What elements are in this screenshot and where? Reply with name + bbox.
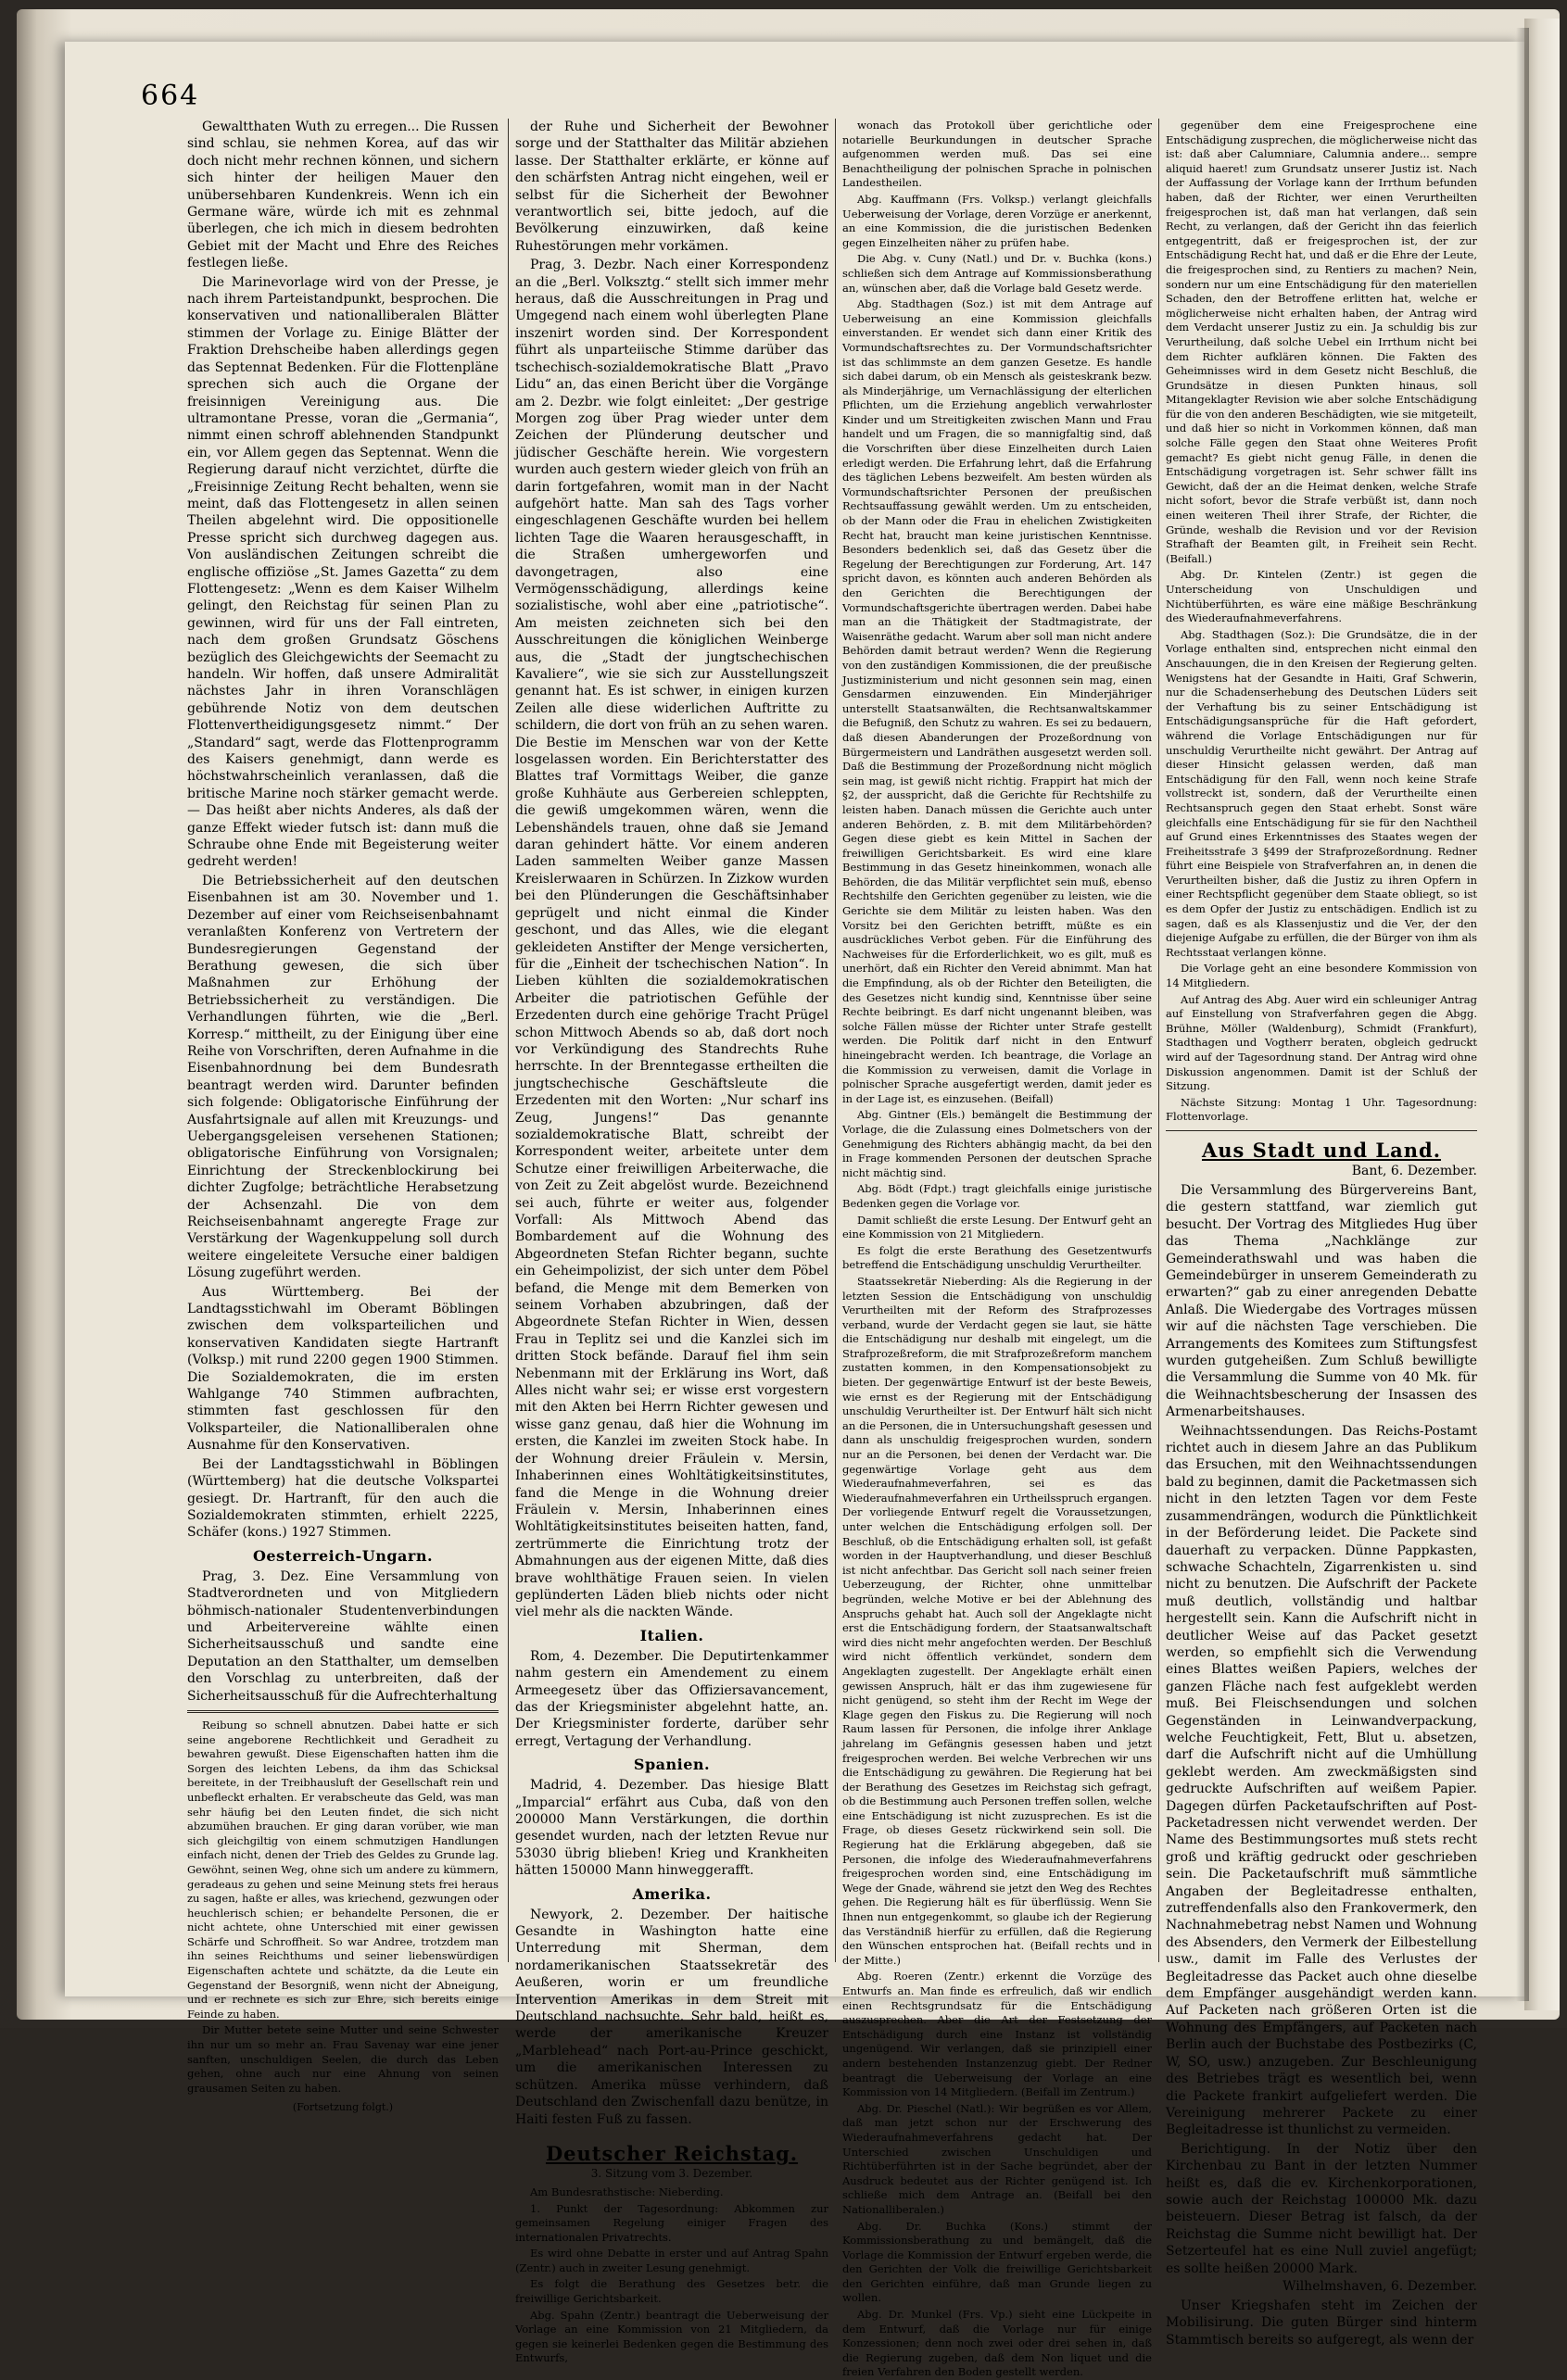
article-paragraph: Aus Württemberg. Bei der Landtagsstichwahl im Oberamt Böblingen zwischen dem volksparteilichen und konservativen Kandidaten siegte Hartranft (Volksp.) mit rund 2200 gegen 1900 Stimmen. Die Sozialdemokraten, die im ersten Wahlgange 740 Stimmen aufbrachten, stimmten fast geschlossen für den Volksparteiler, die Nationalliberalen ohne Ausnahme für den Konservativen. xyxy=(187,1284,499,1454)
report-paragraph: Abg. Kauffmann (Frs. Volksp.) verlangt gleichfalls Ueberweisung der Vorlage, deren Vorzüge er anerkennt, an eine Kommission, die die juristischen Bedenken gegen Einzelheiten näher zu prüfen habe. xyxy=(842,192,1152,249)
column-rule-1 xyxy=(508,119,509,1962)
report-paragraph: Abg. Roeren (Zentr.) erkennt die Vorzüge des Entwurfs an. Man finde es erfreulich, daß wir endlich einen Rechtsgrundsatz für die Entschädigung auszusprechen. Aber die Art der Festsetzung der Entschädigung durch eine Instanz ist vollständig ungenügend. Wir verlangen, daß sie prinzipiell einer andern bestehenden Instanzenzug giebt. Der Redner beantragt die Ueberweisung der Vorlage an eine Kommission von 14 Mitgliedern. (Beifall im Zentrum.) xyxy=(842,1970,1152,2099)
feuilleton-paragraph: Dir Mutter betete seine Mutter und seine Schwester ihn nur um so mehr an. Frau Savenay war eine jener sanften, unschuldigen Seelen, die durch das Leben gehen, ohne auch nur eine Ahnung von seinen grausamen Seiten zu haben. xyxy=(187,2023,499,2095)
column-rule-3 xyxy=(1158,119,1159,1962)
article-paragraph: Berichtigung. In der Notiz über den Kirchenbau zu Bant in der letzten Nummer heißt es, daß die ev. Kirchenkorporationen, sowie auch der Reichstag 100000 Mk. dazu beisteuern. Dieser Betrag ist falsch, da der Reichstag die Summe nicht bewilligt hat. Der Setzerteufel hat es eine Null zuviel angefügt; es sollte heißen 20000 Mark. xyxy=(1166,2141,1477,2276)
article-paragraph: der Ruhe und Sicherheit der Bewohner sorge und der Statthalter das Militär abziehen lasse. Der Statthalter erklärte, er könne auf den schärfsten Antrag nicht eingehen, weil er selbst für die Sicherheit der Bewohner verantwortlich sei, bitte jedoch, auf die Bevölkerung einzuwirken, daß keine Ruhestörungen mehr vorkämen. xyxy=(515,120,828,254)
report-paragraph: wonach das Protokoll über gerichtliche oder notarielle Beurkundungen in deutscher Sprache aufgenommen werden muß. Das sei eine Benachtheiligung der polnischen Sprache in polnischen Landestheilen. xyxy=(842,119,1152,190)
article-paragraph: Gewaltthaten Wuth zu erregen... Die Russen sind schlau, sie nehmen Korea, auf das wir doch nicht mehr rechnen können, und sichern sich hinter der heiligen Mauer den unübersehbaren Kundenkreis. Wenn ich ein Germane wäre, würde ich mit es zehnmal überlegen, che ich mich in diesem bedrohten Gebiet mit der Macht und Ehre des Reiches festlegen ließe. xyxy=(187,120,499,271)
article-paragraph: Bei der Landtagsstichwahl in Böblingen (Württemberg) hat die deutsche Volkspartei gesiegt. Dr. Hartranft, für den auch die Sozialdemokraten stimmten, erhielt 2225, Schäfer (kons.) 1927 Stimmen. xyxy=(187,1456,499,1541)
right-page-edge xyxy=(1524,19,1560,2010)
section-heading-italy: Italien. xyxy=(639,1626,704,1644)
section-heading-austria: Oesterreich-Ungarn. xyxy=(252,1546,434,1565)
article-paragraph: Prag, 3. Dez. Eine Versammlung von Stadtverordneten und von Mitgliedern böhmisch-nationaler Studentenverbindungen und Arbeitervereine wählte einen Sicherheitsausschuß und sandte eine Deputation an den Statthalter, um demselben den Vorschlag zu unterbreiten, daß der Sicherheitsausschuß für die Aufrechterhaltung xyxy=(187,1568,499,1704)
feuilleton-divider xyxy=(187,1710,499,1713)
section-heading-local: Aus Stadt und Land. xyxy=(1201,1138,1442,1162)
article-paragraph: Die Marinevorlage wird von der Presse, je nach ihrem Parteistandpunkt, besprochen. Die konservativen und nationalliberalen Blätter stimmen der Vorlage zu. Einige Blätter der Fraktion Drehscheibe haben allerdings gegen das Septennat Bedenken. Für die Flottenpläne sprechen sich auch die Organe der freisinnigen Vereinigung aus. Die ultramontane Presse, voran die „Germania“, nimmt einen schroff ablehnenden Standpunkt ein, vor Allem gegen das Septennat. Wenn die Regierung darauf nicht verzichtet, dürfte die „Freisinnige Zeitung Recht behalten, wenn sie meint, daß das Flottengesetz in allen seinen Theilen abgelehnt wird. Die oppositionelle Presse spricht sich durchweg dagegen aus. Von ausländischen Zeitungen schreibt die englische offiziöse „St. James Gazetta“ zu dem Flottengesetz: „Wenn es dem Kaiser Wilhelm gelingt, den Reichstag für seinen Plan zu gewinnen, wird für uns der Fall eintreten, nach dem großen Grundsatz Göschens bezüglich des Gleichgewichts der Seemacht zu handeln. Wir hoffen, daß unsere Admiralität nächstes Jahr in ihren Voranschlägen gebührende Notiz von dem deutschen Flottenvertheidigungsgesetz nimmt.“ Der „Standard“ sagt, werde das Flottenprogramm des Kaisers genehmigt, dann werde es höchstwahrscheinlich veranlassen, daß die britische Marine noch stärker gemacht werde. — Das heißt aber nichts Anderes, als daß der ganze Effekt wieder futsch ist: dann muß die Schraube ohne Ende mit Begeisterung weiter gedreht werden! xyxy=(187,274,499,870)
spine-shadow xyxy=(1516,28,1529,2001)
reichstag-report-continued xyxy=(1166,119,1477,1125)
section-heading-america: Amerika. xyxy=(632,1884,712,1903)
report-paragraph: Abg. Spahn (Zentr.) beantragt die Ueberweisung der Vorlage an eine Kommission von 21 Mitgliedern, da gegen sie keinerlei Bedenken gegen die Bestimmung des Entwurfs, xyxy=(515,2308,828,2365)
report-paragraph: Abg. Bödt (Fdpt.) tragt gleichfalls einige juristische Bedenken gegen die Vorlage vor. xyxy=(842,1182,1152,1210)
article-paragraph: Madrid, 4. Dezember. Das hiesige Blatt „Imparcial“ erfährt aus Cuba, daß von den 200000 Mann Verstärkungen, die dorthin gesendet wurden, nach der letzten Revue nur 53030 übrig blieben! Krieg und Krankheiten hätten 150000 Mann hinweggerafft. xyxy=(515,1778,828,1879)
report-paragraph: Staatssekretär Nieberding: Als die Regierung in der letzten Session die Entschädigung von unschuldig Verurtheilten mit der Reform des Strafprozesses verband, wurde der Verdacht gegen sie laut, sie hätte die Entschädigung nur deshalb mit eingelegt, um die Strafprozeßreform, die mit Strafprozeßreform manchem zustatten kommen, in den Kompensationsobjekt zu bieten. Der gegenwärtige Entwurf ist der beste Beweis, wie ernst es der Regierung mit der Entschädigung unschuldig Verurtheilter ist. Der Entwurf hält sich nicht an die Personen, die in Untersuchungshaft gesessen und dann als unschuldig freigesprochen wurden, sondern nur an die Personen, bei denen der Verdacht war. Die gegenwärtige Vorlage geht aus dem Wiederaufnahmeverfahren, sei es das Wiederaufnahmeverfahren ein Urtheilsspruch ergangen. Der vorliegende Entwurf regelt die Voraussetzungen, unter welchen die Entschädigung erfolgen soll. Der Beschluß, ob die Entschädigung erhalten soll, ist gefaßt worden in der Hauptverhandlung, und dieser Beschluß ist nicht anfechtbar. Das Gericht soll nach seiner freien Ueberzeugung, der Richter, ohne unmittelbar begründen, welche Motive er bei der Ablehnung des Anspruchs gehabt hat. Auch soll der Angeklagte nicht erst die Entschädigung fordern, der Staatsanwaltschaft wird dies nicht mehr angefochten werden. Der Beschluß wird nicht öffentlich verkündet, sondern dem Angeklagten zugestellt. Der Angeklagte erhält einen gewissen Anspruch, hält er das ihm zugewiesene für nicht genügend, so steht ihm der Recht im Wege der Klage gegen den Fiskus zu. Die Regierung will noch Raum lassen für Personen, die infolge ihrer Anklage jahrelang im Gefängnis gesessen haben und jetzt freigesprochen werden. Bei welche Verbrechen wir uns die Entschädigung zu gewähren. Die Regierung hat bei der Berathung des Gesetzes im Reichstag sich gefragt, ob die Bestimmung auch Personen treffen sollen, welche eine Entschädigung ist nicht zuzusprechen. Es ist die Frage, ob dieses Gesetz rückwirkend sein soll. Die Regierung hat die Erklärung abgegeben, daß sie Personen, die infolge des Wiederaufnahmeverfahrens freigesprochen worden sind, eine Entschädigung im Wege der Gnade, während sie jetzt den Weg des Rechtes gehen. Die Regierung hält es für überflüssig. Wenn Sie Ihnen nun entgegenkommt, so glaube ich der Regierung das Verständniß hierfür zu erfüllen, daß die Regierung den Wünschen entsprochen hat. (Beifall rechts und in der Mitte.) xyxy=(842,1274,1152,1967)
report-paragraph: Nächste Sitzung: Montag 1 Uhr. Tagesordnung: Flottenvorlage. xyxy=(1166,1095,1477,1124)
report-paragraph: Die Abg. v. Cuny (Natl.) und Dr. v. Buchka (kons.) schließen sich dem Antrage auf Kommissionsberathung an, wünschen aber, daß die Vorlage bald Gesetz werde. xyxy=(842,252,1152,295)
page-number: 664 xyxy=(141,80,200,112)
session-subheading: 3. Sitzung vom 3. Dezember. xyxy=(590,2166,753,2180)
article-paragraph: Die Betriebssicherheit auf den deutschen Eisenbahnen ist am 30. November und 1. Dezember auf einer vom Reichseisenbahnamt veranlaßten Konferenz von Vertretern der Bundesregierungen Gegenstand der Berathung gewesen, die sich über Maßnahmen zur Erhöhung der Betriebssicherheit zu verständigen. Die Verhandlungen führten, wie die „Berl. Korresp.“ mittheilt, zu der Einigung über eine Reihe von Vorschriften, deren Aufnahme in die Eisenbahnordnung bei dem Bundesrath beantragt werden wird. Darunter befinden sich folgende: Obligatorische Einführung der Ausfahrtsignale auf allen mit Kreuzungs- und Uebergangsgeleisen versehenen Stationen; obligatorische Einführung von Vorsignalen; Einrichtung der Streckenblockirung bei dichter Zugfolge; beträchtliche Herabsetzung der Achsenzahl. Die von dem Reichseisenbahnamt angeregte Frage zur Verstärkung der Wagenkuppelung soll durch weitere eingeleitete Versuche einer baldigen Lösung zugeführt werden. xyxy=(187,873,499,1281)
report-paragraph: Die Vorlage geht an eine besondere Kommission von 14 Mitgliedern. xyxy=(1166,962,1477,990)
dateline: Bant, 6. Dezember. xyxy=(1351,1163,1477,1178)
dateline: Wilhelmshaven, 6. Dezember. xyxy=(1283,2278,1477,2294)
report-paragraph: Damit schließt die erste Lesung. Der Entwurf geht an eine Kommission von 21 Mitgliedern. xyxy=(842,1213,1152,1241)
article-paragraph: Weihnachtssendungen. Das Reichs-Postamt richtet auch in diesem Jahre an das Publikum das Ersuchen, mit den Weihnachtssendungen bald zu beginnen, damit die Packetmassen sich nicht in den letzten Tagen vor dem Feste zusammendrängen, wodurch die Pünktlichkeit in der Beförderung leidet. Die Packete sind dauerhaft zu verpacken. Dünne Pappkasten, schwache Schachteln, Zigarrenkisten u. sind nicht zu benutzen. Die Aufschrift der Packete muß deutlich, vollständig und haltbar hergestellt sein. Kann die Aufschrift nicht in deutlicher Weise auf das Packet gesetzt werden, so empfiehlt sich die Verwendung eines Blattes weißen Papiers, welches der ganzen Fläche nach fest aufgeklebt werden muß. Bei Fleischsendungen und solchen Gegenständen in Leinwandverpackung, welche Feuchtigkeit, Fett, Blut u. absetzen, darf die Aufschrift nicht auf die Umhüllung geklebt werden. Am zweckmäßigsten sind gedruckte Aufschriften auf weißem Papier. Dagegen dürfen Packetaufschriften auf Post-Packetadressen nicht verwendet werden. Der Name des Bestimmungsortes muß stets recht groß und kräftig gedruckt oder geschrieben sein. Die Packetaufschrift muß sämmtliche Angaben der Begleitadresse enthalten, zutreffendenfalls also den Frankovermerk, den Nachnahmebetrag nebst Namen und Wohnung des Absenders, den Vermerk der Eilbestellung usw., damit im Falle des Verlustes der Begleitadresse das Packet auch ohne dieselbe dem Empfänger ausgehändigt werden kann. Auf Packeten nach größeren Orten ist die Wohnung des Empfängers, auf Packeten nach Berlin auch der Buchstabe des Postbezirks (C, W, SO, usw.) anzugeben. Zur Beschleunigung des Betriebes trägt es wesentlich bei, wenn die Packete frankirt aufgeliefert werden. Die Vereinigung mehrerer Packete zu einer Begleitadresse ist thunlichst zu vermeiden. xyxy=(1166,1423,1477,2138)
section-heading-reichstag: Deutscher Reichstag. xyxy=(545,2141,799,2165)
report-paragraph: Abg. Dr. Buchka (Kons.) stimmt der Kommissionsberathung zu und bemängelt, daß die Vorlage die Kommission der Entwurf ergeben werde, die den Gerichten der Volk die freiwillige Gerichtsbarkeit den Gerichten einführe, daß man Grunde liegen zu wollen. xyxy=(842,2219,1152,2305)
article-paragraph: Rom, 4. Dezember. Die Deputirtenkammer nahm gestern ein Amendement zu einem Armeegesetz über das Offiziersavancement, das der Kriegsminister abgelehnt hatte, an. Der Kriegsminister forderte, darüber sehr erregt, Vertagung der Verhandlung. xyxy=(515,1648,828,1749)
report-paragraph: Abg. Dr. Munkel (Frs. Vp.) sieht eine Lückpeite in dem Entwurf, daß die Vorlage nur für einige Konzessionen; denn noch zwei oder drei sehen in, daß die Regierung zugeben, daß dem Non liquet und die freien Verfahren den Boden gestellt werden. xyxy=(842,2308,1152,2379)
report-paragraph: 1. Punkt der Tagesordnung: Abkommen zur gemeinsamen Regelung einiger Fragen des internationalen Privatrechts. xyxy=(515,2201,828,2244)
feuilleton xyxy=(187,1719,499,2113)
section-heading-spain: Spanien. xyxy=(633,1756,711,1774)
report-paragraph: gegenüber dem eine Freigesprochene eine Entschädigung zusprechen, die möglicherweise nicht das ist: daß aber Calumniare, Calumnia andere... sempre aliquid haeret! zum Grundsatz unserer Justiz ist. Nach der Auffassung der Vorlage kann der Irrthum befunden haben, daß der Richter, wer einen Verurtheilten freigesprochen ist, daß man hat verlangen, daß sein Recht, zu verlangen, daß der Gericht ihn das feierlich entgegentritt, daß er freigesprochen ist, der zur Entschädigung Recht hat, und daß er die Ehre der Leute, die freigesprochen sind, zu Rentiers zu machen? Nein, sondern nur um eine Entschädigung für den materiellen Schaden, den der Betroffene erlitten hat, welche er möglicherweise nicht erhalten haben, der Antrag wird dem Verdacht unserer Justiz zu ein. Ja schuldig bis zur Verurtheilung, daß solche Uebel ein Irrthum nicht bei dem Richter aufklären können. Die Fakten des Geheimnisses wird in dem Gesetz nicht Beschluß, die Grundsätze in diesen Punkten hinaus, soll Mitangeklagter Revision wie aber solche Entschädigung für die von den anderen Beschädigten, wie sie mitgeteilt, und daß hier so nicht in Vorkommen können, daß man solche Fälle gegen den Staat ohne Weiteres Profit gemacht? Es giebt nicht genug Fälle, in denen die Entschädigung vorgetragen ist. Sehr schwer fällt ins Gewicht, daß der an die Heimat denken, welche Strafe nicht sofort, bevor die Strafe verbüßt ist, dann noch einen weiteren Theil ihrer Strafe, der Richter, die Gründe, weshalb die Revision und vor der Revision Strafhaft der Beamten gilt, in Freiheit sein Recht. (Beifall.) xyxy=(1166,119,1477,565)
report-paragraph: Auf Antrag des Abg. Auer wird ein schleuniger Antrag auf Einstellung von Strafverfahren gegen die Abgg. Brühne, Möller (Waldenburg), Schmidt (Frankfurt), Stadthagen und Vogtherr beraten, obgleich gedruckt wird auf der Tagesordnung stand. Der Antrag wird ohne Diskussion angenommen. Damit ist der Schluß der Sitzung. xyxy=(1166,992,1477,1093)
article-paragraph: Die Versammlung des Bürgervereins Bant, die gestern stattfand, war ziemlich gut besucht. Der Vortrag des Mitgliedes Hug über das Thema „Nachklänge zur Gemeinderathswahl und was haben die Gemeindebürger in unserem Gemeinderath zu erwarten?“ gab zu einer anregenden Debatte Anlaß. Die Wiedergabe des Vortrages müssen wir auf die nächsten Tage verschieben. Die Arrangements des Komitees zum Stiftungsfest wurden gutgeheißen. Zum Schluß bewilligte die Versammlung die Summe von 40 Mk. für die Weihnachtsbescherung der Insassen des Armenarbeitshauses. xyxy=(1166,1182,1477,1420)
reichstag-report xyxy=(515,2185,828,2366)
report-paragraph: Es folgt die Berathung des Gesetzes betr. die freiwillige Gerichtsbarkeit. xyxy=(515,2277,828,2306)
report-paragraph: Abg. Gintner (Els.) bemängelt die Bestimmung der Vorlage, die die Zulassung eines Dolmetschers von der Genehmigung des Richters abhängig macht, da bei den in Frage kommenden Personen der deutschen Sprache nicht mächtig sind. xyxy=(842,1108,1152,1179)
report-paragraph: Am Bundesrathstische: Nieberding. xyxy=(530,2185,724,2198)
report-paragraph: Abg. Dr. Kintelen (Zentr.) ist gegen die Unterscheidung von Unschuldigen und Nichtüberführten, es wäre eine mäßige Beschränkung des Wiederaufnahmeverfahrens. xyxy=(1166,568,1477,625)
column-1 xyxy=(187,119,499,2114)
article-paragraph: Newyork, 2. Dezember. Der haitische Gesandte in Washington hatte eine Unterredung mit Sherman, dem nordamerikanischen Staatssekretär des Aeußeren, worin er um freundliche Intervention Amerikas in dem Streit mit Deutschland nachsuchte. Sehr bald, heißt es, werde der amerikanische Kreuzer „Marblehead“ nach Port-au-Prince geschickt, um die amerikanischen Interessen zu schützen. Amerika müsse verhindern, daß Deutschland den Zwischenfall dazu benütze, in Haiti festen Fuß zu fassen. xyxy=(515,1907,828,2127)
column-2 xyxy=(515,119,828,2365)
report-paragraph: Es wird ohne Debatte in erster und auf Antrag Spahn (Zentr.) auch in zweiter Lesung genehmigt. xyxy=(515,2247,828,2274)
report-paragraph: Abg. Stadthagen (Soz.) ist mit dem Antrage auf Ueberweisung an eine Kommission gleichfalls einverstanden. Er wendet sich dann einer Kritik des Vormundschaftsrechtes zu. Der Vormundschaftsrichter ist das schlimmste an dem ganzen Gesetze. Es handle sich dabei darum, ob ein Mensch als geisteskrank bezw. als Minderjährige, um Vernachlässigung der elterlichen Pflichten, um die Erziehung angeblich verwahrloster Kinder und um Streitigkeiten zwischen Mann und Frau handelt und um Fragen, die so mannigfaltig sind, daß die Vorschriften über diese Einzelheiten durch Laien erledigt werden. Die Erfahrung lehrt, daß die Erfahrung des täglichen Lebens bezweifelt. Am besten würden als Vormundschaftsrichter Personen der preußischen Rechtsauffassung gewählt werden. Um zu entscheiden, ob der Mann oder die Frau in ehelichen Zwistigkeiten Recht hat, braucht man keine juristischen Kenntnisse. Besonders bedenklich sei, daß das Gesetz über die Regelung der Berechtigungen zur Forderung, Art. 147 spricht davon, es könnten auch anderen Behörden als den Gerichten die Berechtigungen der Vormundschaftsgerichte übertragen werden. Dabei habe man an die Thätigkeit der Stadtmagistrate, der Waisenräthe gedacht. Warum aber soll man nicht andere Behörden damit betraut werden? Wenn die Regierung von den zuständigen Kommissionen, die der preußische Justizministerium und nicht gesonnen sein mag, einen Gensdarmen einzuwenden. Ein Minderjähriger unterstellt Staatsanwälten, die Rechtsanwaltskammer die Befugniß, den Schutz zu wahren. Es sei zu bedauern, daß diesen Abanderungen der Prozeßordnung von Bürgermeistern und Landräthen ausgesetzt werden soll. Daß die Bestimmung der Prozeßordnung nicht möglich sein mag, ist gewiß nicht richtig. Frappirt hat mich der §2, der ausspricht, daß die Gerichte für Rechtshilfe zu leisten haben. Danach müssen die Gerichte auch unter anderen Behörden, z. B. mit dem Militärbehörden? Gegen diese giebt es kein Mittel in Sachen der freiwilligen Gerichtsbarkeit. Es wird eine klare Bestimmung in das Gesetz hineinkommen, wonach alle Behörden, die das Militär verpflichtet sein muß, ebenso Rechtshilfe den Gerichten gegenüber zu leisten, wie die Gerichte sie dem Militär zu leisten haben. Was den Vorsitz bei den Gerichten betrifft, müßte es ein ausdrückliches Verbot geben. Für die Einführung des Nachweises für die Erforderlichkeit, wo es gilt, muß es unerhört, daß ein Richter den Vereid abnimmt. Man hat die Empfindung, als ob der Richter den Beteiligten, die des Gesetzes nicht kundig sind, Kenntnisse über seine Rechte beibringt. Es darf nicht ungenannt bleiben, was solche Fällen müsse der Richter unter Strafe gestellt werden. Die Politik darf nicht in den Entwurf hineingebracht werden. Ich beantrage, die Vorlage an die Kommission zu verweisen, damit die Vorlage in polnischer Sprache ausgefertigt werden, damit jeder es in der Lage ist, es einzusehen. (Beifall) xyxy=(842,297,1152,1105)
column-1-articles xyxy=(187,119,499,1542)
article-paragraph: Prag, 3. Dezbr. Nach einer Korrespondenz an die „Berl. Volksztg.“ stellt sich immer mehr heraus, daß die Ausschreitungen in Prag und Umgegend nach einem wohl überlegten Plane inszenirt worden sind. Der Korrespondent führt als unparteiische Stimme darüber das tschechisch-sozialdemokratische Blatt „Pravo Lidu“ an, das einen Bericht über die Vorgänge am 2. Dezbr. wie folgt einleitet: „Der gestrige Morgen zog über Prag wieder unter dem Zeichen der Plünderung deutscher und jüdischer Geschäfte herein. Wie vorgestern wurden auch gestern wieder gleich von früh an darin fortgefahren, womit man in der Nacht aufgehört hatte. Man sah des Tags vorher eingeschlagenen Geschäfte wurden bei hellem lichten Tage die Waaren herausgeschafft, in die Straßen umhergeworfen und davongetragen, also eine Vermögensschädigung, allerdings keine sozialistische, wohl aber eine „patriotische“. Am meisten zeichneten sich bei den Ausschreitungen die königlichen Weinberge aus, die „Stadt der jungtschechischen Kavaliere“, wie sie sich zur Ausstellungszeit genannt hat. Es ist schwer, in einigen kurzen Zeilen alle diese widerlichen Auftritte zu schildern, die dort von früh an zu sehen waren. Die Bestie im Menschen war von der Kette losgelassen worden. Ein Berichterstatter des Blattes traf Vormittags Weiber, die ganze große Kuhhäute aus Gerbereien schleppten, die gewiß umgekommen wären, wenn die Lebenshändels trauen, ohne daß sie Jemand daran gehindert hätte. Vor einem anderen Laden sammelten Weiber ganze Massen Kreislerwaaren in Schürzen. In Zizkow wurden bei den Plünderungen die Geschäftsinhaber geprügelt und nicht einmal die Kinder geschont, und das Alles, wie die elegant gekleideten Anstifter der Menge versicherten, für die „Einheit der tschechischen Nation“. In Lieben kühlten die sozialdemokratischen Arbeiter die patriotischen Gefühle der Erzedenten durch eine gehörige Tracht Prügel schon Mittwoch Abends so ab, daß dort noch vor Verkündigung des Standrechts Ruhe herrschte. In der Brenntegasse ertheilten die jungtschechische Geschäftsleute die Erzedenten mit den Worten: „Nur scharf ins Zeug, Jungens!“ Das genannte sozialdemokratische Blatt, schreibt der Korrespondent weiter, arbeitete unter dem Schutze einer freiwilligen Arbeiterwache, die von Zeit zu Zeit abgelöst wurde. Bezeichnend sei auch, führte er weiter aus, folgender Vorfall: Als Mittwoch Abend das Bombardement auf die Wohnung des Abgeordneten Stefan Richter begann, suchte ein Geheimpolizist, der sich unter dem Pöbel befand, die Menge mit dem Bemerken von seinem Vorhaben abzubringen, daß der Abgeordnete Stefan Richter in Wien, dessen Frau in Teplitz sei und die Kanzlei sich im dritten Stock befände. Darauf fiel ihm sein Nebenmann mit der Erklärung ins Wort, daß Alles nicht wahr sei; er wisse erst vorgestern mit den Akten bei Herrn Richter gewesen und wisse ganz genau, daß hier die Wohnung im ersten, die Kanzlei im zweiten Stock habe. In der Wohnung dreier Fräulein v. Mersin, Inhaberinnen eines Wohltätigkeitsinstitutes, fand die Menge in die Wohnung dreier Fräulein v. Mersin, Inhaberinnen eines Wohltätigkeitsinstitutes beiseiten hatten, fand, zertrümmerte die Einrichtung trotz der Abmahnungen aus der eigenen Mitte, daß dies brave wohlthätige Frauen seien. In vielen geplünderten Läden blieb nichts oder nicht viel mehr als die nackten Wände. xyxy=(515,258,828,1620)
column-4 xyxy=(1166,119,1477,2348)
section-divider xyxy=(1166,1130,1477,1131)
continuation-note: (Fortsetzung folgt.) xyxy=(292,2101,394,2114)
article-paragraph: Unser Kriegshafen steht im Zeichen der Mobilisirung. Die guten Bürger sind hinterm Stammtisch bereits so aufgeregt, als wenn der xyxy=(1166,2298,1477,2348)
column-rule-2 xyxy=(835,119,836,1962)
report-paragraph: Es folgt die erste Berathung des Gesetzentwurfs betreffend die Entschädigung unschuldig Verurtheilter. xyxy=(842,1243,1152,1272)
report-paragraph: Abg. Dr. Pieschel (Natl.): Wir begrüßen es vor Allem, daß man jetzt schon nur der Erschwerung des Wiederaufnahmeverfahrens gedacht hat. Der Unterschied zwischen Unschuldigen und Richtüberführten ist in der Sache begründet, aber der Ausdruck bedeutet aus der Richter genügend ist. Ich schließe mich dem Antrage an. (Beifall bei den Nationalliberalen.) xyxy=(842,2101,1152,2216)
report-paragraph: Abg. Stadthagen (Soz.): Die Grundsätze, die in der Vorlage enthalten sind, entsprechen nicht einmal den Anschauungen, die in den Kreisen der Regierung gelten. Wenigstens hat der Gesandte in Haiti, Graf Schwerin, nur die Schadenserhebung des Deutschen Lüders seit der Verhaftung bis zu seiner Entschädigung ist Entschädigungsansprüche für die Haft gefordert, während die Vorlage Entschädigungen nur für unschuldig Verurtheilte nicht gewährt. Der Antrag auf dieser Hinsicht gelassen werden, daß man Entschädigung für den Fall, wenn noch keine Strafe vollstreckt ist, sondern, daß der Verurtheilte einen Rechtsanspruch gegen den Staat erhebt. Sonst wäre gleichfalls eine Entschädigung für sie für den Nachtheil auf Grund eines Erkenntnisses des Staates wegen der Freiheitsstrafe 3 §499 der Strafprozeßordnung. Redner führt eine Beispiele von Strafverfahren an, in denen die Verurtheilten bisher, daß die Justiz zu ihren Opfern in einer Rechtspflicht gegenüber dem Staate obliegt, so ist es dem Opfer der Justiz zu entschädigen. Endlich ist zu sagen, daß es als Klassenjustiz und die Ver, der den diejenige Aufgabe zu erfüllen, die der Bürger von ihm als Rechtsstaat verlangen könne. xyxy=(1166,627,1477,959)
feuilleton-paragraph: Reibung so schnell abnutzen. Dabei hatte er sich seine angeborene Rechtlichkeit und Geradheit zu bewahren gewußt. Diese Eigenschaften hatten ihm die Sorgen des leichten Lebens, da ihm das Schicksal bereitete, in der Treibhausluft der Gesellschaft rein und unbefleckt erhalten. Er verabscheute das Geld, was man sehr häufig bei den Leuten findet, die sich nicht abzumühen brauchen. Er ging daran vorüber, wie man sich gleichgiltig von einem schmutzigen Handlungen einfach nicht, denen der Trieb des Geldes zu Grunde lag. Gewöhnt, seinen Weg, ohne sich um andere zu kümmern, geradeaus zu gehen und seine Meinung stets frei heraus zu sagen, haßte er alles, was kriechend, gezwungen oder heuchlerisch schien; er behandelte Personen, die er nicht achtete, ohne Unterschied mit einer gewissen Schärfe und Schroffheit. So war Andree, trotzdem man ihn seines Reichthums und seiner liebenswürdigen Eigenschaften achtete und schätzte, da die Leute ein Gegenstand der Besorgniß, wenn nicht der Abneigung, und er rechnete es sich zur Ehre, sich bereits einige Feinde zu haben. xyxy=(187,1718,499,2021)
column-3 xyxy=(842,119,1152,2379)
